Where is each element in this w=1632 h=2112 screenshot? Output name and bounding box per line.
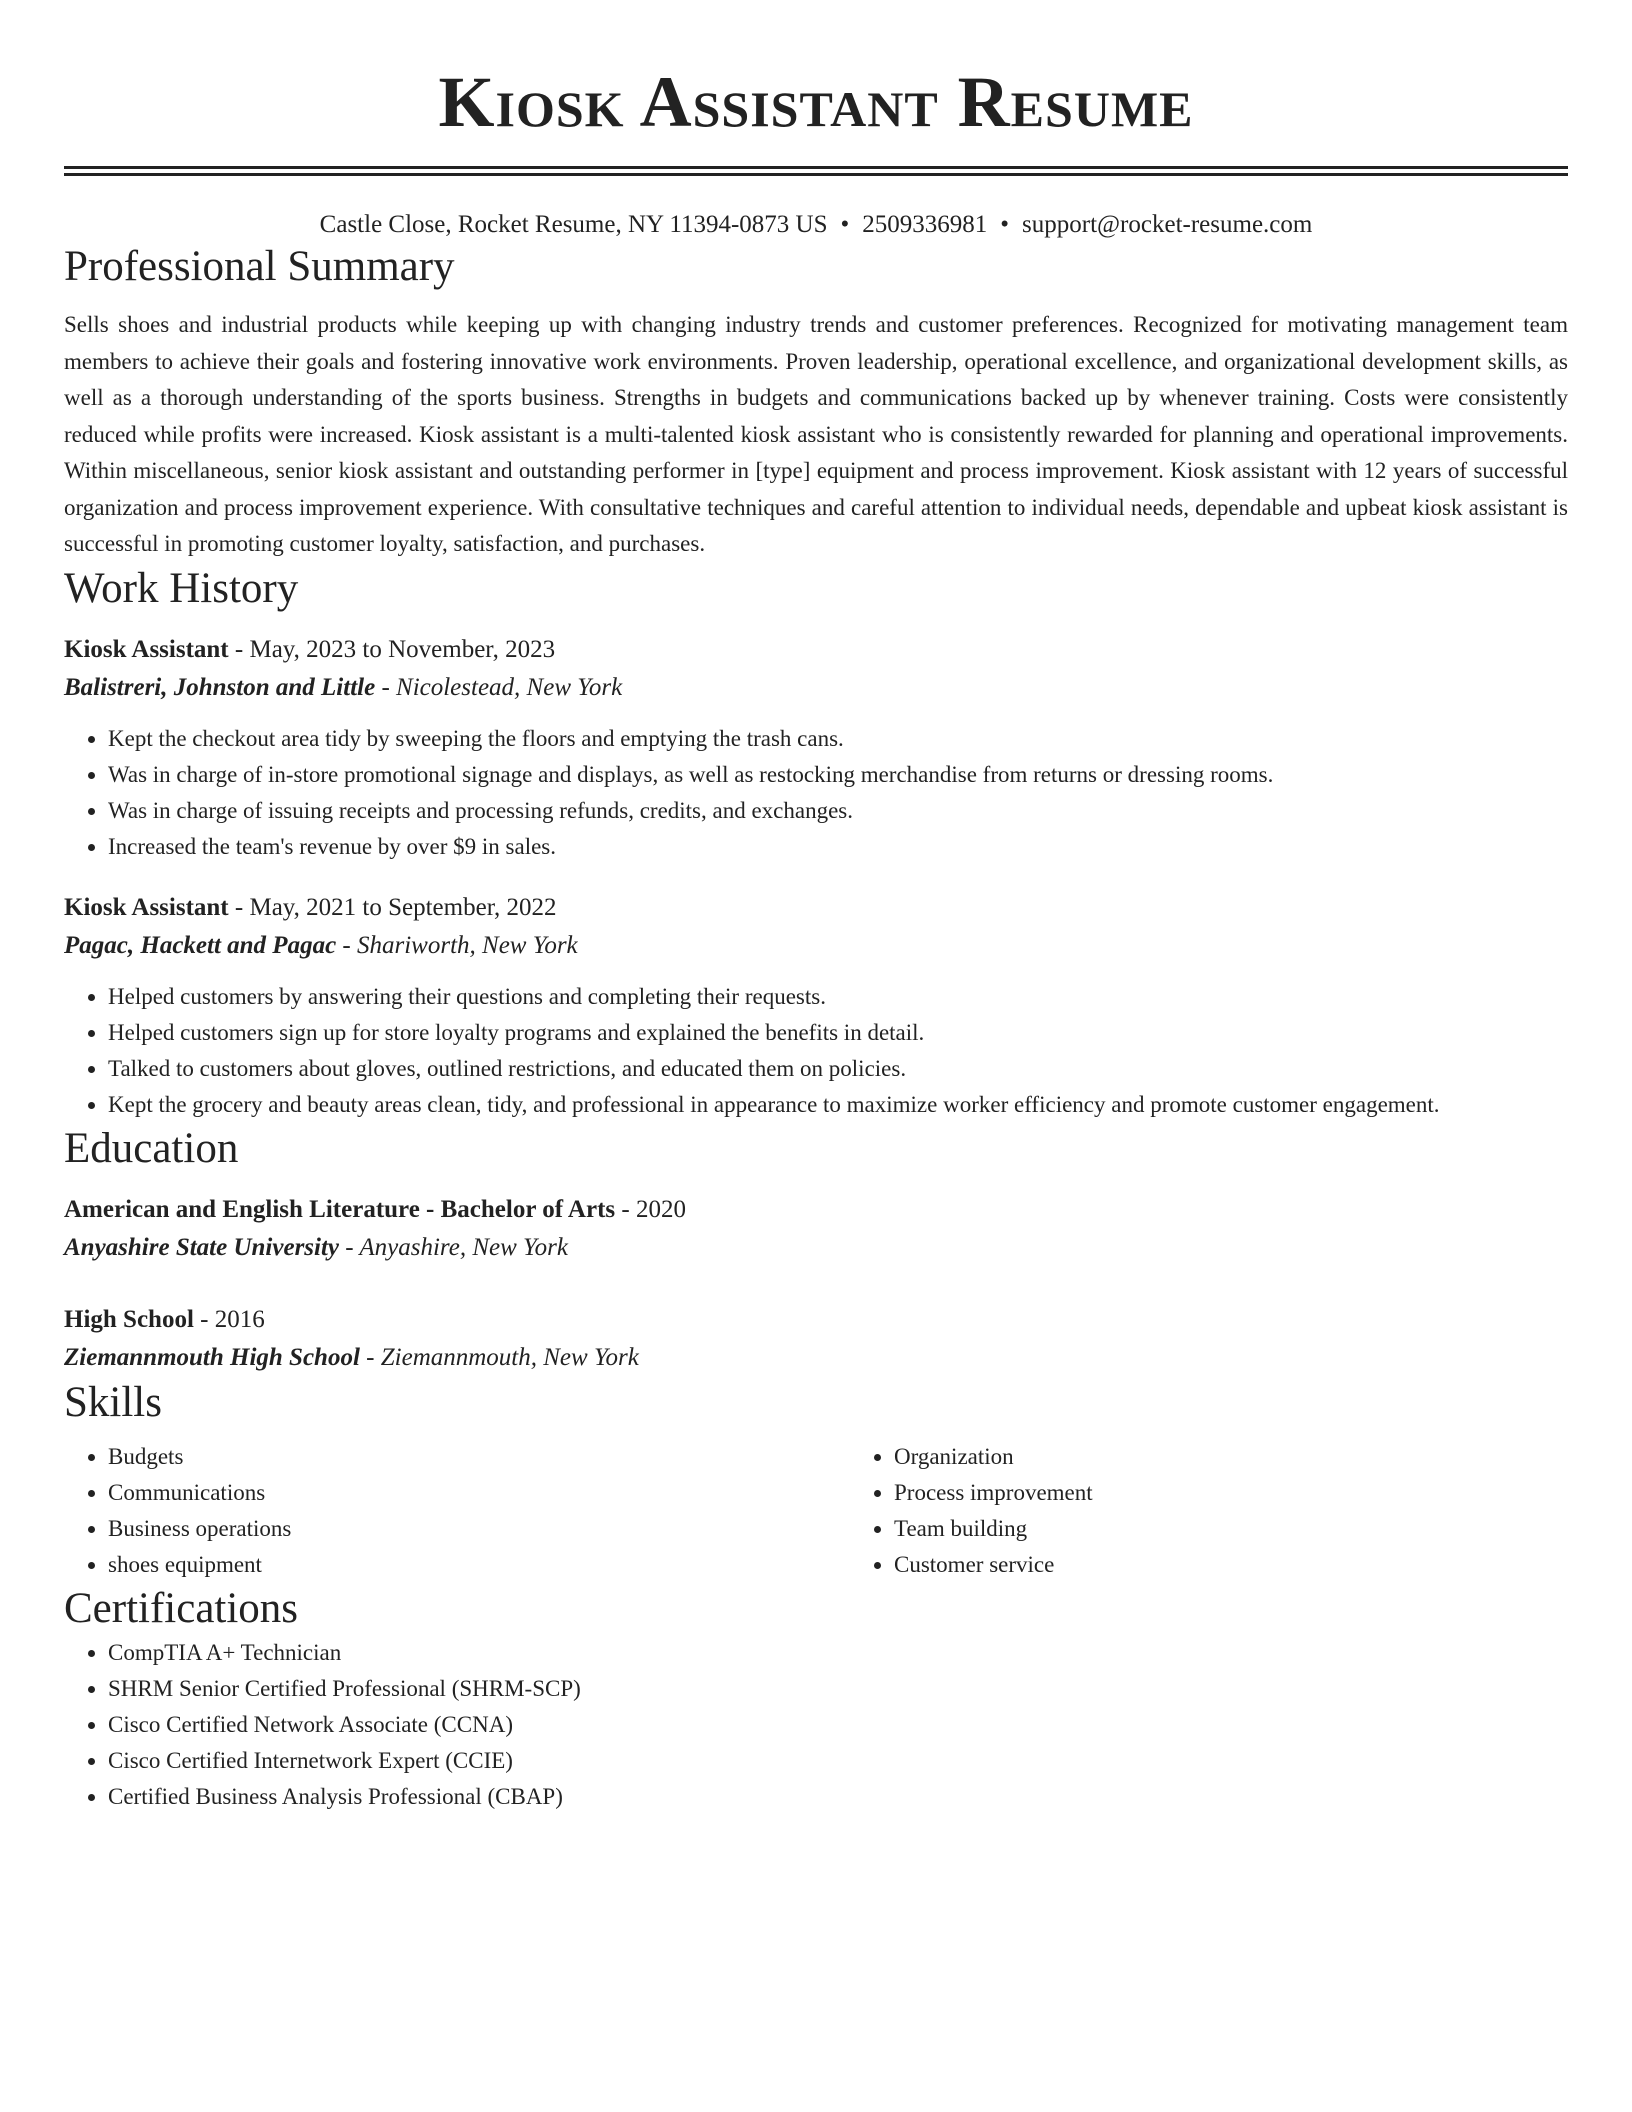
- education-school: Anyashire State University: [64, 1233, 340, 1261]
- job-entry: [64, 889, 1568, 1123]
- job-dates: - May, 2021 to September, 2022: [228, 893, 557, 921]
- title-double-rule: [64, 166, 1568, 176]
- job-duty: • Talked to customers about gloves, outlined restrictions, and educated them on policies.: [108, 1051, 1568, 1087]
- contact-phone: 2509336981: [862, 211, 988, 238]
- job-duty: • Was in charge of in-store promotional signage and displays, as well as restocking merchandise from returns or dressing rooms.: [108, 757, 1568, 793]
- job-company: Balistreri, Johnston and Little: [64, 673, 376, 701]
- job-duty: • Helped customers sign up for store loyalty programs and explained the benefits in detail.: [108, 1015, 1568, 1051]
- education-location: - Anyashire, New York: [339, 1233, 568, 1261]
- job-entry: [64, 631, 1568, 865]
- contact-separator: •: [840, 211, 850, 238]
- education-entry: [64, 1191, 1568, 1267]
- job-title-line: [64, 889, 1568, 927]
- skill-item: • Customer service: [894, 1547, 1632, 1583]
- certification-item: • CompTIA A+ Technician: [108, 1635, 1568, 1671]
- contact-email: support@rocket-resume.com: [1022, 211, 1313, 238]
- skills-list-left: [64, 1439, 850, 1583]
- job-duties-list: [64, 721, 1568, 865]
- education-school: Ziemannmouth High School: [64, 1343, 360, 1371]
- skill-item: • Communications: [108, 1475, 850, 1511]
- job-company-line: [64, 927, 1568, 965]
- education-year: - 2020: [615, 1195, 686, 1223]
- education-entry: [64, 1301, 1568, 1377]
- certifications-list: [64, 1635, 1568, 1815]
- certifications-heading: Certifications: [64, 1584, 299, 1632]
- resume-title: Kiosk Assistant Resume: [438, 62, 1194, 142]
- job-location: - Shariworth, New York: [336, 931, 578, 959]
- job-title: Kiosk Assistant: [64, 893, 229, 921]
- job-duty: • Was in charge of issuing receipts and processing refunds, credits, and exchanges.: [108, 793, 1568, 829]
- certification-item: • Certified Business Analysis Professional (CBAP): [108, 1779, 1568, 1815]
- job-duty: • Helped customers by answering their questions and completing their requests.: [108, 979, 1568, 1015]
- certification-item: • Cisco Certified Internetwork Expert (CCIE): [108, 1743, 1568, 1779]
- job-duties-list: [64, 979, 1568, 1123]
- education-school-line: [64, 1229, 1568, 1267]
- work-history-heading: Work History: [64, 564, 299, 612]
- job-duty: • Increased the team's revenue by over $9 in sales.: [108, 829, 1568, 865]
- education-heading: Education: [64, 1124, 239, 1172]
- education-degree-line: [64, 1191, 1568, 1229]
- skill-item: • Budgets: [108, 1439, 850, 1475]
- skill-item: • Organization: [894, 1439, 1632, 1475]
- skill-item: • Team building: [894, 1511, 1632, 1547]
- certification-item: • Cisco Certified Network Associate (CCNA): [108, 1707, 1568, 1743]
- education-degree: American and English Literature - Bachelor of Arts: [64, 1195, 616, 1223]
- contact-address: Castle Close, Rocket Resume, NY 11394-0873 US: [319, 211, 828, 238]
- contact-separator: •: [1000, 211, 1010, 238]
- professional-summary-heading: Professional Summary: [64, 243, 455, 290]
- education-school-line: [64, 1339, 1568, 1377]
- skill-item: • Process improvement: [894, 1475, 1632, 1511]
- skill-item: • Business operations: [108, 1511, 850, 1547]
- skill-item: • shoes equipment: [108, 1547, 850, 1583]
- education-degree-line: [64, 1301, 1568, 1339]
- skills-columns: [64, 1439, 1568, 1583]
- job-duty: • Kept the grocery and beauty areas clean, tidy, and professional in appearance to maximize worker efficiency and promote customer engagement.: [108, 1087, 1568, 1123]
- job-company: Pagac, Hackett and Pagac: [64, 931, 337, 959]
- education-year: - 2016: [193, 1305, 265, 1333]
- contact-line: [64, 209, 1568, 241]
- job-location: - Nicolestead, New York: [375, 673, 623, 701]
- job-dates: - May, 2023 to November, 2023: [228, 635, 556, 663]
- professional-summary-text: Sells shoes and industrial products while keeping up with changing industry trends and customer preferences. Recognized for motivating management team members to achieve their goals and fostering innovative work environments. Proven leadership, operational excellence, and organizational development skills, as well as a thorough understanding of the sports business. Strengths in budgets and communications backed up by whenever training. Costs were consistently reduced while profits were increased. Kiosk assistant is a multi-talented kiosk assistant who is consistently rewarded for planning and operational improvements. Within miscellaneous, senior kiosk assistant and outstanding performer in [type] equipment and process improvement. Kiosk assistant with 12 years of successful organization and process improvement experience. With consultative techniques and careful attention to individual needs, dependable and upbeat kiosk assistant is successful in promoting customer loyalty, satisfaction, and purchases.: [64, 312, 1568, 556]
- skills-list-right: [850, 1439, 1632, 1583]
- education-location: - Ziemannmouth, New York: [359, 1343, 639, 1371]
- job-duty: • Kept the checkout area tidy by sweeping the floors and emptying the trash cans.: [108, 721, 1568, 757]
- skills-heading: Skills: [64, 1378, 162, 1426]
- job-company-line: [64, 669, 1568, 707]
- job-title-line: [64, 631, 1568, 669]
- certification-item: • SHRM Senior Certified Professional (SHRM-SCP): [108, 1671, 1568, 1707]
- education-degree: High School: [64, 1305, 194, 1333]
- job-title: Kiosk Assistant: [64, 635, 229, 663]
